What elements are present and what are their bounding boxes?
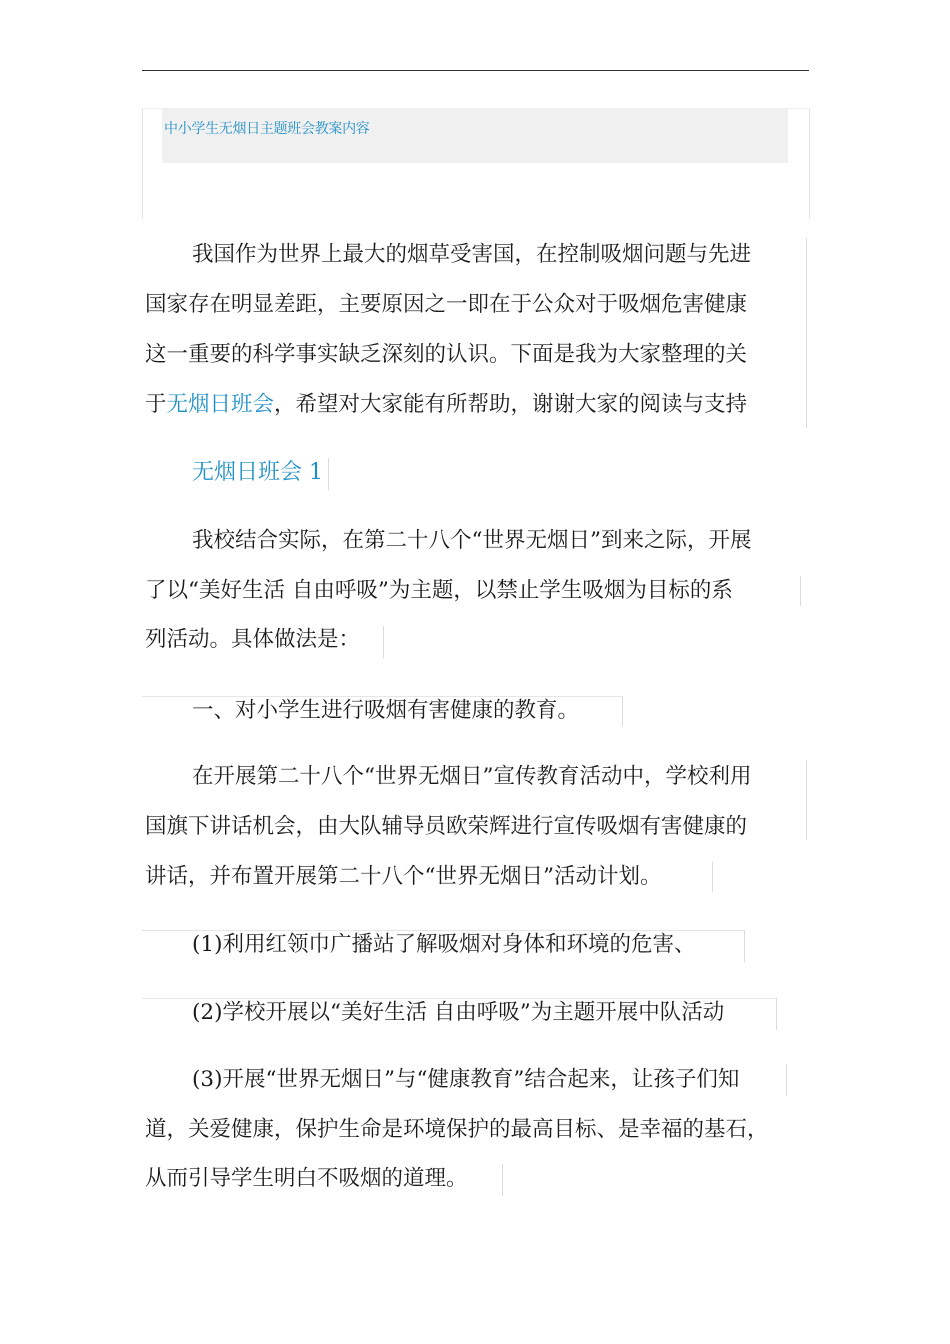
wuyanri-banhui-link[interactable]: 无烟日班会	[166, 392, 275, 417]
item2-frame-right	[776, 998, 777, 1030]
para1-line-2: 了以“美好生活 自由呼吸”为主题，以禁止学生吸烟为目标的系	[145, 578, 733, 603]
point1-text: 一、对小学生进行吸烟有害健康的教育。	[192, 698, 580, 723]
para1-end-frame	[383, 626, 384, 658]
point1-frame-right	[622, 696, 623, 726]
para2-line-1: 在开展第二十八个“世界无烟日”宣传教育活动中，学校利用	[192, 764, 752, 789]
item3-line-1: (3)开展“世界无烟日”与“健康教育”结合起来，让孩子们知	[192, 1067, 740, 1092]
item3-line-2: 道，关爱健康，保护生命是环境保护的最高目标、是幸福的基石，	[145, 1117, 769, 1142]
intro-line-4-prefix: 于	[145, 392, 167, 417]
header-title[interactable]: 中小学生无烟日主题班会教案内容	[164, 121, 370, 137]
intro-line-3: 这一重要的科学事实缺乏深刻的认识。下面是我为大家整理的关	[145, 342, 748, 367]
intro-line-1: 我国作为世界上最大的烟草受害国，在控制吸烟问题与先进	[192, 242, 752, 267]
item2-text: (2)学校开展以“美好生活 自由呼吸”为主题开展中队活动	[192, 1000, 725, 1025]
para1-line-1: 我校结合实际，在第二十八个“世界无烟日”到来之际，开展	[192, 528, 752, 553]
item3-frame-right	[786, 1064, 787, 1096]
item3-end-frame	[502, 1164, 503, 1196]
intro-line-4	[145, 390, 747, 420]
heading-frame-right	[328, 458, 329, 490]
intro-line-4-suffix: ，希望对大家能有所帮助，谢谢大家的阅读与支持	[274, 392, 748, 417]
top-rule	[142, 70, 809, 71]
section-heading-1: 无烟日班会 1	[192, 460, 323, 485]
para2-line-3: 讲话，并布置开展第二十八个“世界无烟日”活动计划。	[145, 864, 662, 889]
text-frame-right	[806, 238, 807, 428]
para1-line-3: 列活动。具体做法是：	[145, 627, 361, 652]
para2-line-2: 国旗下讲话机会，由大队辅导员欧荣辉进行宣传吸烟有害健康的	[145, 814, 748, 839]
intro-line-2: 国家存在明显差距，主要原因之一即在于公众对于吸烟危害健康	[145, 292, 748, 317]
item1-frame-right	[744, 930, 745, 962]
item3-line-3: 从而引导学生明白不吸烟的道理。	[145, 1166, 468, 1191]
para1-frame-right	[800, 576, 801, 606]
para2-frame-right	[806, 760, 807, 840]
para2-end-frame	[712, 862, 713, 892]
item1-text: (1)利用红领巾广播站了解吸烟对身体和环境的危害、	[192, 932, 696, 957]
